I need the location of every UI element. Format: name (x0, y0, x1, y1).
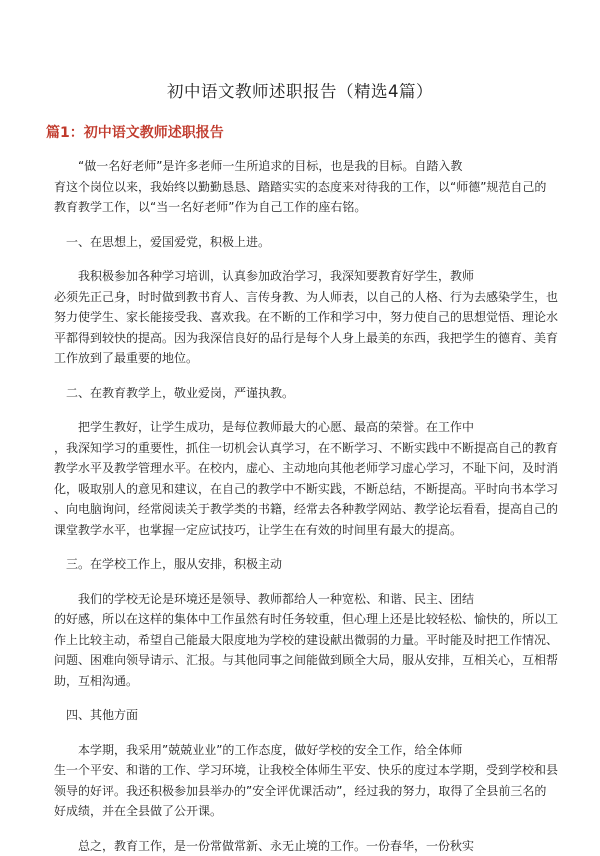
sub-heading: 四、其他方面 (54, 705, 546, 726)
sub-heading: 二、在教育教学上，敬业爱岗，严谨执教。 (54, 383, 546, 404)
paragraph-line: 生一个平安、和谐的工作、学习环境，让我校全体师生平安、快乐的度过本学期，受到学校和县 (54, 760, 546, 781)
paragraph-line: 教育教学工作，以“当一名好老师”作为自己工作的座右铭。 (54, 197, 546, 218)
paragraph-line: 好成绩，并在全县做了公开课。 (54, 801, 546, 822)
paragraph (54, 740, 546, 822)
paragraph-line: 把学生教好，让学生成功，是每位教师最大的心愿、最高的荣誉。在工作中 (54, 417, 546, 438)
sub-heading: 一、在思想上，爱国爱党，积极上进。 (54, 232, 546, 253)
paragraph (54, 836, 546, 856)
paragraph (54, 589, 546, 692)
document-body (54, 156, 546, 856)
paragraph-line: 的好感，所以在这样的集体中工作虽然有时任务较重，但心理上还是比较轻松、愉快的，所以工 (54, 609, 546, 630)
paragraph-line: 本学期，我采用”兢兢业业”的工作态度，做好学校的安全工作，给全体师 (54, 740, 546, 761)
paragraph-line: 工作放到了最重要的地位。 (54, 348, 546, 369)
paragraph-line: 育这个岗位以来，我始终以勤勤恳恳、踏踏实实的态度来对待我的工作，以“师德”规范自己的 (54, 177, 546, 198)
paragraph-line: 作上比较主动，希望自己能最大限度地为学校的建设献出微弱的力量。平时能及时把工作情况、 (54, 630, 546, 651)
paragraph-line: 、向电脑询问，经常阅读关于教学类的书籍，经常去各种教学网站、教学论坛看看，提高自己的 (54, 499, 546, 520)
document-title: 初中语文教师述职报告（精选4篇） (54, 0, 546, 102)
paragraph-line: 必须先正己身，时时做到教书育人、言传身教、为人师表，以自己的人格、行为去感染学生，也 (54, 287, 546, 308)
paragraph-line: 问题、困难向领导请示、汇报。与其他同事之间能做到顾全大局，服从安排，互相关心，互相帮 (54, 650, 546, 671)
paragraph (54, 156, 546, 218)
sub-heading: 三。在学校工作上，服从安排，积极主动 (54, 554, 546, 575)
paragraph-line: 助，互相沟通。 (54, 671, 546, 692)
paragraph (54, 266, 546, 369)
paragraph-line: 平都得到较快的提高。因为我深信良好的品行是每个人身上最美的东西，我把学生的德育、美育 (54, 328, 546, 349)
section-heading: 篇1：初中语文教师述职报告 (46, 122, 546, 142)
paragraph-line: ，我深知学习的重要性，抓住一切机会认真学习，在不断学习、不断实践中不断提高自己的教育 (54, 438, 546, 459)
paragraph-line: 我们的学校无论是环境还是领导、教师都给人一种宽松、和谐、民主、团结 (54, 589, 546, 610)
paragraph-line: 我积极参加各种学习培训，认真参加政治学习，我深知要教育好学生，教师 (54, 266, 546, 287)
paragraph-line: 教学水平及教学管理水平。在校内，虚心、主动地向其他老师学习虚心学习，不耻下问，及时消 (54, 458, 546, 479)
paragraph-line: 化，吸取别人的意见和建议，在自己的教学中不断实践，不断总结，不断提高。平时向书本学习 (54, 479, 546, 500)
paragraph (54, 417, 546, 540)
paragraph-line: 课堂教学水平，也掌握一定应试技巧，让学生在有效的时间里有最大的提高。 (54, 520, 546, 541)
paragraph-line: 领导的好评。我还积极参加县举办的”安全评优课活动”，经过我的努力，取得了全县前三名的 (54, 781, 546, 802)
paragraph-line: 努力使学生、家长能接受我、喜欢我。在不断的工作和学习中，努力使自己的思想觉悟、理论水 (54, 307, 546, 328)
paragraph-line: “做一名好老师”是许多老师一生所追求的目标，也是我的目标。自踏入教 (54, 156, 546, 177)
paragraph-line: 总之，教育工作，是一份常做常新、永无止境的工作。一份春华，一份秋实 (54, 836, 546, 856)
